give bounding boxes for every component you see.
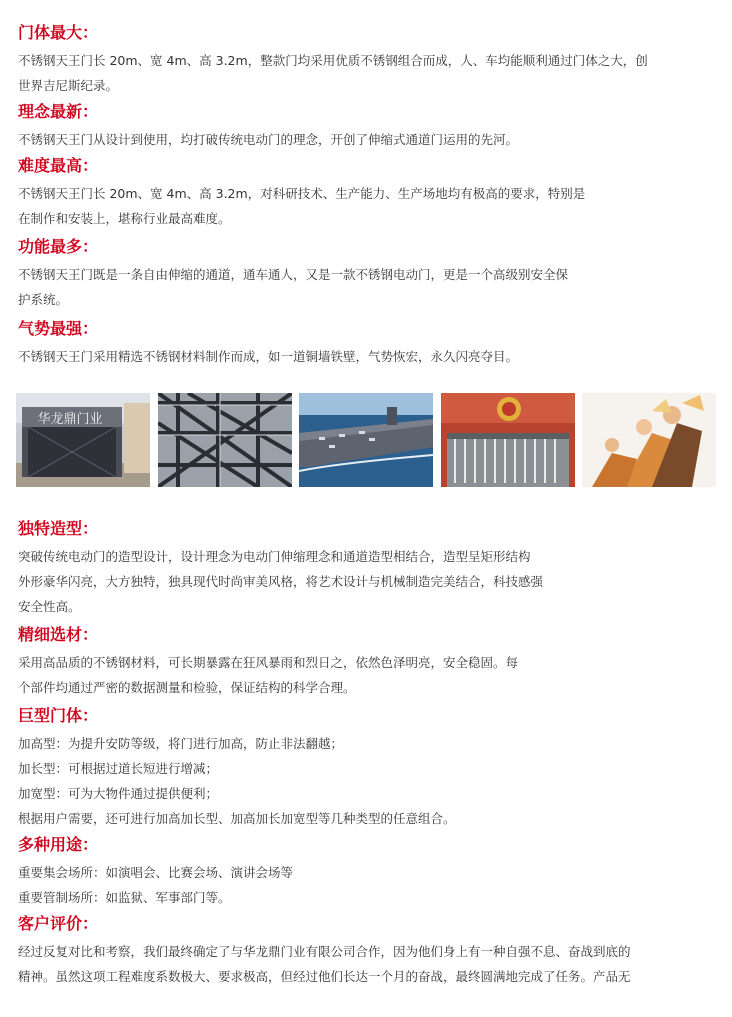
- section-line: 不锈钢天王门长 20m、宽 4m、高 3.2m，整款门均采用优质不锈钢组合而成，人、车均能顺利通过门体之大，创: [18, 53, 648, 68]
- section-line: 安全性高。: [18, 599, 81, 614]
- section-newest-concept: [18, 101, 718, 152]
- section-line: 护系统。: [18, 292, 69, 307]
- section-heading: 难度最高：: [18, 156, 99, 175]
- section-line: 外形豪华闪亮，大方独特，独具现代时尚审美风格，将艺术设计与机械制造完美结合，科技感强: [18, 574, 544, 589]
- section-line: 重要管制场所：如监狱、军事部门等。: [18, 890, 231, 905]
- section-line: 不锈钢天王门既是一条自由伸缩的通道，通车通人，又是一款不锈钢电动门，更是一个高级别安全保: [18, 267, 569, 282]
- photo-steel-framework: [158, 393, 292, 487]
- section-heading: 精细选材：: [18, 625, 99, 644]
- section-line: 在制作和安装上，堪称行业最高难度。: [18, 211, 231, 226]
- section-line: 世界吉尼斯纪录。: [18, 78, 119, 93]
- section-heading: 气势最强：: [18, 319, 99, 338]
- section-heading: 多种用途：: [18, 835, 99, 854]
- section-line: 不锈钢天王门采用精选不锈钢材料制作而成，如一道铜墙铁壁，气势恢宏，永久闪亮夺目。: [18, 349, 519, 364]
- section-heading: 独特造型：: [18, 519, 99, 538]
- section-line: 加长型：可根据过道长短进行增减；: [18, 761, 219, 776]
- gate-sign-text: 华龙鼎门业: [37, 412, 103, 427]
- section-most-functions: [18, 236, 718, 312]
- section-line: 加宽型：可为大物件通过提供便利；: [18, 786, 219, 801]
- section-largest-gate: [18, 22, 718, 98]
- photo-strip: [16, 393, 716, 487]
- section-heading: 功能最多：: [18, 237, 99, 256]
- section-strongest-momentum: [18, 318, 718, 369]
- section-line: 突破传统电动门的造型设计，设计理念为电动门伸缩理念和通道造型相结合，造型呈矩形结构: [18, 549, 531, 564]
- section-line: 不锈钢天王门长 20m、宽 4m、高 3.2m，对科研技术、生产能力、生产场地均有极高的要求，特别是: [18, 186, 586, 201]
- section-multiple-uses: [18, 834, 718, 910]
- section-line: 精神。虽然这项工程难度系数极大、要求极高，但经过他们长达一个月的奋战，最终圆满地完成了任务。产品无: [18, 969, 631, 984]
- section-fine-materials: [18, 624, 718, 700]
- section-heading: 理念最新：: [18, 102, 99, 121]
- section-customer-review: [18, 913, 718, 989]
- section-line: 根据用户需要，还可进行加高加长型、加高加长加宽型等几种类型的任意组合。: [18, 811, 456, 826]
- section-line: 加高型：为提升安防等级，将门进行加高，防止非法翻越；: [18, 736, 344, 751]
- section-line: 经过反复对比和考察，我们最终确定了与华龙鼎门业有限公司合作，因为他们身上有一种自强不息、奋战到底的: [18, 944, 631, 959]
- photo-gate-construction: [16, 393, 150, 487]
- section-line: 个部件均通过严密的数据测量和检验，保证结构的科学合理。: [18, 680, 356, 695]
- photo-building-gate: [441, 393, 575, 487]
- section-line: 采用高品质的不锈钢材料，可长期暴露在狂风暴雨和烈日之，依然色泽明亮，安全稳固。每: [18, 655, 519, 670]
- section-heading: 巨型门体：: [18, 706, 99, 725]
- section-line: 不锈钢天王门从设计到使用，均打破传统电动门的理念，开创了伸缩式通道门运用的先河。: [18, 132, 519, 147]
- section-heading: 门体最大：: [18, 23, 99, 42]
- section-unique-design: [18, 518, 718, 619]
- section-highest-difficulty: [18, 155, 718, 231]
- photo-aircraft-carrier: [299, 393, 433, 487]
- section-line: 重要集会场所：如演唱会、比赛会场、演讲会场等: [18, 865, 294, 880]
- section-heading: 客户评价：: [18, 914, 99, 933]
- photo-celebration: [582, 393, 716, 487]
- section-giant-gate: [18, 705, 718, 831]
